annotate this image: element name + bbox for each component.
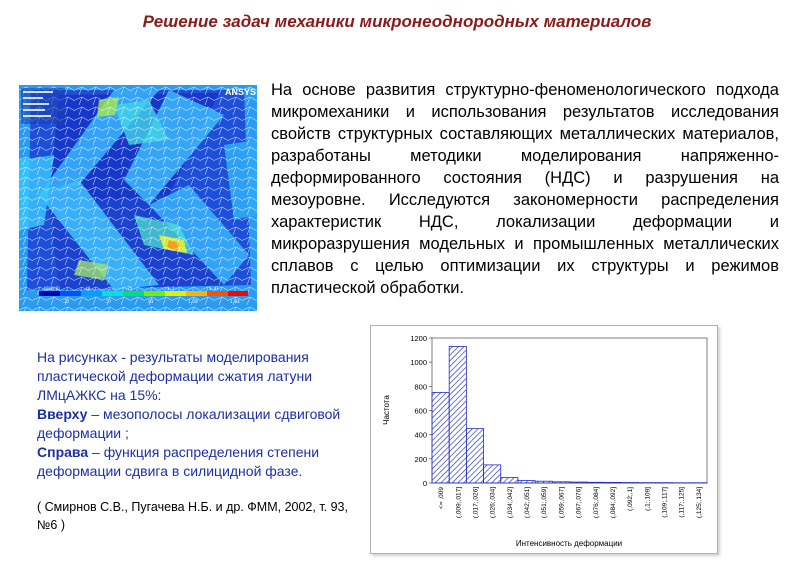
x-axis-label: Интенсивность деформации [515, 539, 623, 548]
y-tick-label: 200 [414, 454, 427, 464]
y-tick-label: 400 [414, 430, 427, 440]
histogram-bar [501, 478, 518, 483]
histogram-bar [604, 482, 621, 483]
histogram-bar [432, 392, 449, 483]
y-tick-label: 600 [414, 406, 427, 416]
colorbar-label: .57 [104, 299, 112, 304]
x-tick-label: (,051;,059] [541, 487, 549, 519]
histogram-chart [371, 326, 717, 553]
caption-top-label: Вверху [37, 406, 88, 422]
x-tick-label: (,009;,017] [455, 487, 463, 519]
figure-caption [37, 348, 367, 481]
x-tick-label: (,034;,042] [506, 487, 514, 519]
histogram-bar [535, 481, 552, 483]
colorbar-label: 1.1 [167, 286, 175, 291]
histogram-bar [587, 482, 604, 483]
colorbar-label: .40 [83, 286, 91, 291]
x-tick-label: (,1;,109] [644, 487, 652, 511]
x-tick-label: (,076;,084] [592, 487, 600, 519]
histogram-bar [484, 465, 501, 483]
histogram-bar [552, 482, 569, 483]
x-tick-label: (,026;,034] [489, 487, 497, 519]
histogram-panel [370, 325, 718, 554]
colorbar-label: 1.64 [230, 299, 240, 304]
y-tick-label: 1200 [410, 334, 427, 343]
x-tick-label: (,084;,092] [609, 487, 617, 519]
caption-top-text: – мезополосы локализации сдвиговой деформации ; [37, 406, 341, 441]
colorbar-label: .93 [146, 299, 154, 304]
reference-citation: ( Смирнов С.В., Пугачева Н.Б. и др. ФММ, 2002, т. 93, №6 ) [37, 500, 348, 532]
x-tick-label: <= ,009 [438, 487, 446, 510]
histogram-bar [570, 482, 587, 483]
x-tick-label: (,109;,117] [661, 487, 669, 518]
caption-right-text: – функция распределения степени деформации сдвига в силицидной фазе. [37, 444, 320, 479]
histogram-bar [449, 346, 466, 483]
x-tick-label: (,017;,026] [472, 487, 480, 519]
x-tick-label: (,059;,067] [558, 487, 566, 519]
fem-contour-plot [19, 85, 257, 311]
slide-title: Решение задач механики микронеоднородных материалов [142, 12, 652, 31]
x-tick-label: (,125;,134] [695, 487, 703, 519]
y-tick-label: 1000 [410, 358, 427, 368]
x-tick-label: (,092;,1] [627, 487, 635, 511]
colorbar-label: 1.28 [188, 299, 198, 304]
x-tick-label: (,117;,125] [678, 487, 686, 518]
fem-colorbar [39, 291, 248, 296]
caption-right-label: Справа [37, 444, 89, 460]
colorbar-label: .460E-01 [41, 286, 61, 291]
description-paragraph: На основе развития структурно-феноменологического подхода микромеханики и использования результатов исследования свойств структурных составляющих металлических материалов, разработаны методики моделирования напряженно-деформированного состояния (НДС) и разрушения на мезоуровне. Исследуются закономерности распределения характеристик НДС, локализации деформации и микроразрушения модельных и промышленных металлических сплавов с целью оптимизации их структуры и режимов пластической обработки. [271, 81, 779, 297]
caption-intro: На рисунках - результаты моделирования пластической деформации сжатия латуни ЛМцАЖКС на 15%: [37, 349, 313, 403]
y-tick-label: 0 [422, 479, 427, 488]
x-tick-label: (,067;,076] [575, 487, 583, 519]
y-axis-label: Частота [382, 395, 391, 425]
colorbar-label: .75 [125, 286, 133, 291]
histogram-bar [466, 429, 483, 483]
y-tick-label: 800 [414, 382, 427, 392]
colorbar-label: .22 [62, 299, 70, 304]
ansys-logo: ANSYS [225, 87, 257, 97]
fem-simulation-image [19, 85, 257, 311]
colorbar-label: 1.47 [209, 286, 219, 291]
histogram-bar [518, 481, 535, 483]
x-tick-label: (,042;,051] [524, 487, 532, 519]
